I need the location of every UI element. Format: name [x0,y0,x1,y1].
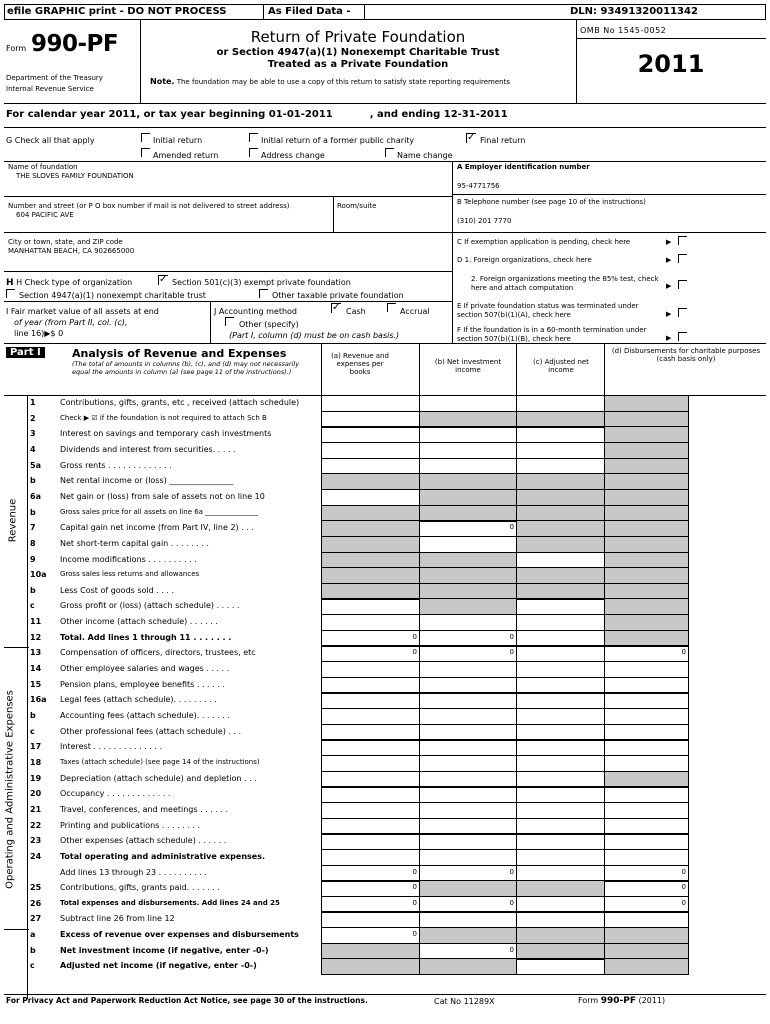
cell-col-b[interactable] [419,692,517,709]
row-description: Net rental income or (loss) ________________ [60,476,234,485]
j-other-label: Other (specify) [239,320,299,329]
phone-value: (310) 201 7770 [457,217,512,225]
final-return-checkbox[interactable]: ✓ [467,132,476,143]
initial-return-checkbox[interactable] [141,133,150,142]
cell-col-b[interactable] [419,739,517,756]
cell-col-a[interactable] [321,755,420,772]
row-description: Contributions, gifts, grants, etc , received (attach schedule) [60,398,300,407]
row-number: 13 [30,648,42,657]
cell-col-a[interactable] [321,661,420,678]
h-other-checkbox[interactable] [259,289,268,298]
row-number: 8 [30,539,36,548]
row-number: 7 [30,523,36,532]
cell-col-a[interactable] [321,708,420,725]
exemption-pending-text: C If exemption application is pending, check here [457,238,631,246]
cell-col-d[interactable] [604,520,689,537]
side-label-expenses: Operating and Administrative Expenses [4,690,16,889]
calendar-year-line [6,109,508,120]
cell-col-d[interactable] [604,802,689,819]
part1-title-note: (The total of amounts in columns (b), (c), and (d) may not necessarily equal the amounts in column (a) (see page 11 of the instructions).) [72,360,300,376]
row-number: 11 [30,617,42,626]
footer-form-prefix: Form [578,996,599,1005]
row-number: a [30,930,36,939]
cell-col-b[interactable] [419,567,517,584]
cell-col-c[interactable] [516,395,605,412]
f-checkbox[interactable] [678,332,687,341]
cell-col-c[interactable] [516,645,605,662]
cell-col-c[interactable] [516,927,605,944]
cell-col-a[interactable] [321,786,420,803]
cell-col-a[interactable] [321,958,420,975]
row-description: Occupancy . . . . . . . . . . . . . [60,789,171,798]
f-arrow-icon: ▶ [666,334,672,342]
row-description: Total. Add lines 1 through 11 . . . . . . . [60,633,232,642]
cell-col-b[interactable] [419,880,517,897]
footer-form-number: 990-PF [600,996,636,1006]
j-accrual-checkbox[interactable] [387,303,396,312]
row-number: 1 [30,398,36,407]
cell-col-a[interactable]: 0 [321,880,420,897]
cell-col-d[interactable] [604,692,689,709]
cell-col-c[interactable] [516,911,605,928]
row-number: 6a [30,492,41,501]
row-number: 26 [30,899,42,908]
dept-treasury: Department of the Treasury [6,74,103,82]
cell-col-d[interactable] [604,661,689,678]
cell-col-c[interactable] [516,442,605,459]
note-label: Note. [150,77,175,86]
initial-former-checkbox[interactable] [249,133,258,142]
j-cash-label: Cash [346,307,366,316]
row-description: Net investment income (if negative, enter -0-) [60,946,269,955]
tax-year: 2011 [637,50,705,78]
c-arrow-icon: ▶ [666,238,672,246]
i-line-2: of year (from Part II, col. (c), [14,318,128,327]
cell-col-c[interactable] [516,802,605,819]
omb-number: OMB No 1545-0052 [580,26,667,35]
foreign-orgs-text: D 1. Foreign organizations, check here [457,256,592,264]
cell-col-d[interactable] [604,739,689,756]
cell-col-d[interactable] [604,426,689,443]
cell-col-b[interactable] [419,708,517,725]
cell-col-b[interactable] [419,849,517,866]
cell-col-c[interactable] [516,661,605,678]
j-label: J Accounting method [214,307,298,316]
h-501c3-label: Section 501(c)(3) exempt private foundation [172,278,351,287]
row-description: Interest . . . . . . . . . . . . . . [60,742,163,751]
row-description: Subtract line 26 from line 12 [60,914,175,923]
cell-col-a[interactable] [321,598,420,615]
part1-tag: Part I [6,347,45,358]
cell-col-b[interactable] [419,755,517,772]
dept-irs: Internal Revenue Service [6,85,94,93]
calendar-prefix: For calendar year 2011, or tax year beginning 01-01-2011 [6,109,333,120]
row-number: 5a [30,461,41,470]
i-line-3: line 16)▶$ 0 [14,329,64,338]
cell-col-a[interactable] [321,802,420,819]
cell-col-c[interactable] [516,520,605,537]
city-value: MANHATTAN BEACH, CA 902665000 [8,247,135,255]
street-label: Number and street (or P O box number if mail is not delivered to street address) [8,202,290,210]
cell-col-a[interactable] [321,833,420,850]
row-number: 18 [30,758,42,767]
cell-col-b[interactable] [419,786,517,803]
row-number: b [30,711,36,720]
row-description: Other professional fees (attach schedule) . . . [60,727,242,736]
row-number: 15 [30,680,42,689]
col-b-header: (b) Net investment income [434,358,502,374]
cell-col-d[interactable] [604,614,689,631]
d2-arrow-icon: ▶ [666,282,672,290]
row-number: b [30,946,36,955]
cell-col-d[interactable] [604,833,689,850]
e-checkbox[interactable] [678,308,687,317]
d2-text: 2. Foreign organizations meeting the 85% test, check here and attach computation [471,275,659,292]
row-description: Accounting fees (attach schedule). . . . . . . [60,711,230,720]
cell-col-d[interactable] [604,536,689,553]
cell-col-c[interactable] [516,739,605,756]
name-change-label: Name change [397,151,453,160]
row-number: 4 [30,445,36,454]
e-text: E If private foundation status was terminated under section 507(b)(1)(A), check here [457,302,639,319]
cell-col-d[interactable] [604,442,689,459]
h-other-label: Other taxable private foundation [272,291,404,300]
cell-col-b[interactable]: 0 [419,896,517,913]
cell-col-c[interactable] [516,755,605,772]
cell-col-a[interactable] [321,614,420,631]
as-filed-label: As Filed Data - [268,6,351,17]
cell-col-a[interactable]: 0 [321,630,420,647]
row-description: Check ▶ ☑ if the foundation is not required to attach Sch B [60,414,267,422]
part1-title: Analysis of Revenue and Expenses [72,347,287,360]
row-number: 24 [30,852,42,861]
exemption-pending-checkbox[interactable] [678,236,687,245]
i-line-1: I Fair market value of all assets at end [6,307,159,316]
cell-col-c[interactable] [516,567,605,584]
cell-col-b[interactable]: 0 [419,630,517,647]
cell-col-c[interactable] [516,536,605,553]
cell-col-c[interactable] [516,833,605,850]
side-label-revenue: Revenue [7,498,19,543]
cell-col-b[interactable] [419,958,517,975]
row-description: Depreciation (attach schedule) and depletion . . . [60,774,257,783]
row-number: 14 [30,664,42,673]
cell-col-b[interactable]: 0 [419,645,517,662]
row-number: 16a [30,695,47,704]
cell-col-a[interactable] [321,426,420,443]
cell-col-a[interactable] [321,473,420,490]
row-description: Printing and publications . . . . . . . . [60,821,201,830]
row-description: Other income (attach schedule) . . . . . . [60,617,218,626]
row-number: 27 [30,914,42,923]
row-description: Gross profit or (loss) (attach schedule) . . . . . [60,601,240,610]
row-number: 12 [30,633,42,642]
cell-col-c[interactable] [516,786,605,803]
cell-col-d[interactable] [604,755,689,772]
cell-col-b[interactable] [419,802,517,819]
form-subtitle-1: or Section 4947(a)(1) Nonexempt Charitable Trust [216,47,500,58]
rows-top-rule [27,395,321,396]
privacy-notice: For Privacy Act and Paperwork Reduction Act Notice, see page 30 of the instructions. [6,996,368,1005]
d2-checkbox[interactable] [678,280,687,289]
h-4947-checkbox[interactable] [6,289,15,298]
cell-col-d[interactable] [604,849,689,866]
cell-col-c[interactable] [516,880,605,897]
form-number: 990-PF [31,31,119,57]
cell-col-b[interactable] [419,614,517,631]
row-number: 25 [30,883,42,892]
cell-col-d[interactable] [604,473,689,490]
cell-col-d[interactable]: 0 [604,880,689,897]
row-description: Total operating and administrative expenses. [60,852,265,861]
cell-col-b[interactable] [419,442,517,459]
e-arrow-icon: ▶ [666,310,672,318]
row-number: 9 [30,555,36,564]
foreign-orgs-checkbox[interactable] [678,254,687,263]
cell-col-d[interactable] [604,395,689,412]
cell-col-a[interactable] [321,520,420,537]
cell-col-a[interactable]: 0 [321,896,420,913]
h-text: H Check type of organization [16,278,133,287]
name-change-checkbox[interactable] [385,148,394,157]
j-note: (Part I, column (d) must be on cash basis.) [229,331,400,340]
ein-label: A Employer identification number [457,163,590,171]
row-description: Total expenses and disbursements. Add lines 24 and 25 [60,899,280,907]
street-value: 604 PACIFIC AVE [16,211,74,219]
row-number: 17 [30,742,42,751]
row-number: 10a [30,570,47,579]
cell-col-b[interactable] [419,473,517,490]
cell-col-b[interactable]: 0 [419,865,517,882]
row-description: Taxes (attach schedule) (see page 14 of the instructions) [60,758,260,766]
row-number: b [30,508,36,517]
row-description: Add lines 13 through 23 . . . . . . . . . . [60,868,207,877]
row-number: b [30,476,36,485]
address-change-label: Address change [261,151,325,160]
cell-col-c[interactable] [516,473,605,490]
j-other-checkbox[interactable] [225,317,234,326]
cell-col-d[interactable]: 0 [604,645,689,662]
cell-col-c[interactable] [516,614,605,631]
calendar-suffix: , and ending 12-31-2011 [369,109,508,120]
row-number: 19 [30,774,42,783]
row-number: 22 [30,821,42,830]
col-c-header: (c) Adjusted net income [533,358,589,374]
cell-col-b[interactable] [419,927,517,944]
footer-form-year: (2011) [638,996,666,1005]
row-number: b [30,586,36,595]
cell-col-d[interactable] [604,927,689,944]
city-label: City or town, state, and ZIP code [8,238,123,246]
form-note [150,77,510,86]
initial-former-label: Initial return of a former public charity [261,136,415,145]
row-description: Interest on savings and temporary cash investments [60,429,272,438]
row-number: c [30,601,35,610]
cell-col-c[interactable] [516,489,605,506]
row-description: Less Cost of goods sold . . . . [60,586,175,595]
row-number: 23 [30,836,42,845]
g-label: G Check all that apply [6,136,95,145]
cell-col-a[interactable]: 0 [321,865,420,882]
row-description: Other employee salaries and wages . . . . . [60,664,230,673]
cell-col-d[interactable] [604,958,689,975]
note-text: The foundation may be able to use a copy of this return to satisfy state reporting requirements [176,78,510,86]
dln-label: DLN: 93491320011342 [570,6,698,17]
cell-col-d[interactable] [604,786,689,803]
row-description: Gross sales price for all assets on line 6a _______________ [60,508,258,516]
cell-col-b[interactable] [419,426,517,443]
row-description: Other expenses (attach schedule) . . . . . . [60,836,227,845]
row-description: Dividends and interest from securities. . . . . [60,445,236,454]
row-description: Adjusted net income (if negative, enter -0-) [60,961,257,970]
cell-col-a[interactable] [321,911,420,928]
form-title: Return of Private Foundation [250,28,466,46]
d1-arrow-icon: ▶ [666,256,672,264]
cell-col-b[interactable] [419,911,517,928]
cell-col-b[interactable] [419,598,517,615]
row-number: 21 [30,805,42,814]
foundation-name: THE SLOVES FAMILY FOUNDATION [16,172,134,180]
address-change-checkbox[interactable] [249,148,258,157]
cell-col-a[interactable]: 0 [321,645,420,662]
cell-col-c[interactable] [516,598,605,615]
row-description: Gross sales less returns and allowances [60,570,200,578]
cell-col-b[interactable] [419,661,517,678]
form-prefix: Form [6,44,27,53]
cell-col-a[interactable] [321,567,420,584]
name-of-foundation-label: Name of foundation [8,163,78,171]
cell-col-c[interactable] [516,849,605,866]
cell-col-d[interactable]: 0 [604,896,689,913]
row-description: Gross rents . . . . . . . . . . . . . [60,461,172,470]
cell-col-d[interactable] [604,598,689,615]
cell-col-b[interactable] [419,395,517,412]
j-cash-checkbox[interactable]: ✓ [332,302,341,313]
row-number: c [30,961,35,970]
row-description: Contributions, gifts, grants paid. . . . . . . [60,883,220,892]
phone-label: B Telephone number (see page 10 of the instructions) [457,198,646,206]
h-label: H H Check type of organization [6,278,133,288]
cell-col-a[interactable] [321,395,420,412]
efile-banner: efile GRAPHIC print - DO NOT PROCESS [7,6,227,17]
row-description: Pension plans, employee benefits . . . . . . [60,680,225,689]
cell-col-b[interactable]: 0 [419,520,517,537]
row-description: Net short-term capital gain . . . . . . . . [60,539,209,548]
cell-col-a[interactable] [321,739,420,756]
ein-value: 95-4771756 [457,182,500,190]
f-text: F If the foundation is in a 60-month termination under section 507(b)(1)(B), check here [457,326,647,343]
cell-col-d[interactable]: 0 [604,865,689,882]
cell-col-d[interactable] [604,708,689,725]
cell-col-d[interactable] [604,489,689,506]
cat-number: Cat No 11289X [434,997,495,1006]
cell-col-b[interactable] [419,489,517,506]
col-a-header: (a) Revenue and expenses per books [331,352,389,376]
cell-col-a[interactable] [321,692,420,709]
row-description: Compensation of officers, directors, trustees, etc [60,648,256,657]
row-description: Travel, conferences, and meetings . . . . . . [60,805,229,814]
cell-col-a[interactable] [321,536,420,553]
cell-col-c[interactable] [516,708,605,725]
final-return-label: Final return [480,136,526,145]
cell-col-b[interactable] [419,833,517,850]
row-description: Capital gain net income (from Part IV, line 2) . . . [60,523,254,532]
col-d-header: (d) Disbursements for charitable purposes (cash basis only) [611,347,761,363]
cell-col-c[interactable] [516,958,605,975]
h-4947-label: Section 4947(a)(1) nonexempt charitable trust [19,291,206,300]
initial-return-label: Initial return [153,136,203,145]
form-footer-ref [578,996,665,1006]
row-description: Net gain or (loss) from sale of assets not on line 10 [60,492,265,501]
cell-col-a[interactable]: 0 [321,927,420,944]
cell-col-a[interactable] [321,442,420,459]
row-number: c [30,727,35,736]
row-description: Income modifications . . . . . . . . . . [60,555,197,564]
h-501c3-checkbox[interactable]: ✓ [159,274,168,285]
amended-return-checkbox[interactable] [141,148,150,157]
row-description: Legal fees (attach schedule). . . . . . . . . [60,695,217,704]
cell-col-d[interactable] [604,911,689,928]
cell-col-b[interactable] [419,536,517,553]
row-number: 2 [30,414,36,423]
row-description: Excess of revenue over expenses and disbursements [60,930,299,939]
amended-return-label: Amended return [153,151,219,160]
form-subtitle-2: Treated as a Private Foundation [267,59,449,70]
row-number: 20 [30,789,42,798]
cell-col-d[interactable] [604,567,689,584]
cell-col-a[interactable] [321,489,420,506]
j-accrual-label: Accrual [400,307,430,316]
cell-col-a[interactable] [321,849,420,866]
cell-col-c[interactable] [516,426,605,443]
room-suite-label: Room/suite [337,202,377,210]
row-number: 3 [30,429,36,438]
cell-col-b[interactable]: 0 [419,943,517,960]
cell-col-c[interactable] [516,692,605,709]
